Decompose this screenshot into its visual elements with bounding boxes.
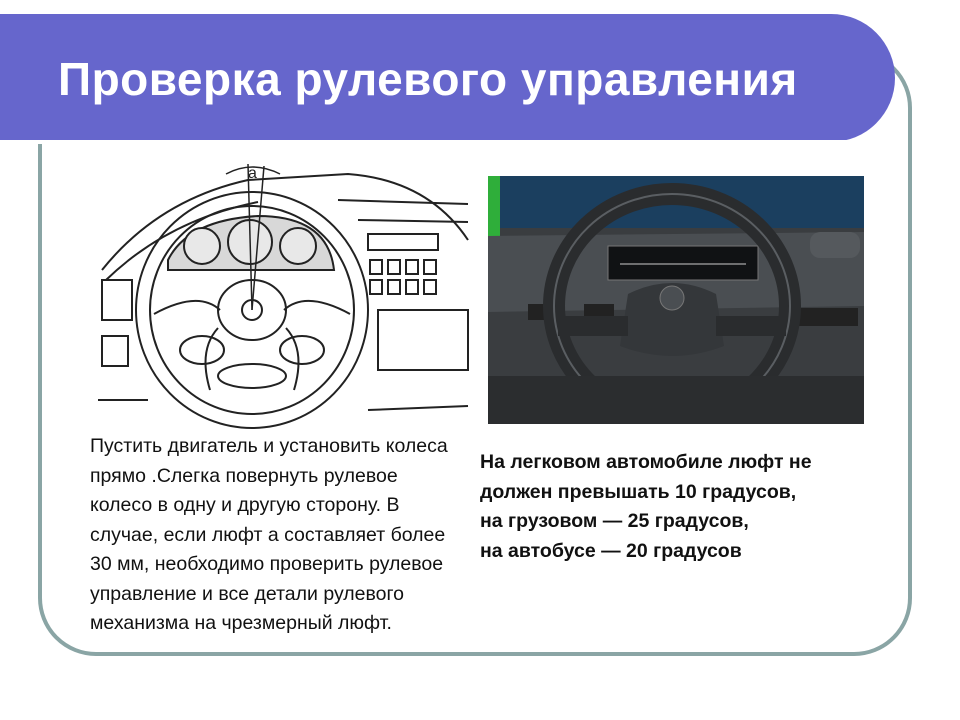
play-angle-label: а (248, 165, 257, 182)
title-underline (0, 140, 848, 144)
steering-wheel-photo (488, 176, 864, 424)
norms-line-1: На легковом автомобиле люфт не (480, 451, 812, 473)
norms-line-3: на грузовом — 25 градусов, (480, 510, 749, 532)
norms-line-2: должен превышать 10 градусов, (480, 480, 797, 503)
steering-wheel-drawing (98, 160, 470, 432)
play-norms-text (480, 448, 910, 566)
slide-title: Проверка рулевого управления (58, 53, 798, 105)
instructions-text: Пустить двигатель и установить колеса прямо .Слегка повернуть рулевое колесо в одну и другую сторону. В случае, если люфт а составляет более 30 мм, необходимо проверить рулевое управление и все детали рулевого механизма на чрезмерный люфт. (90, 435, 448, 634)
norms-line-4: на автобусе — 20 градусов (480, 539, 742, 562)
